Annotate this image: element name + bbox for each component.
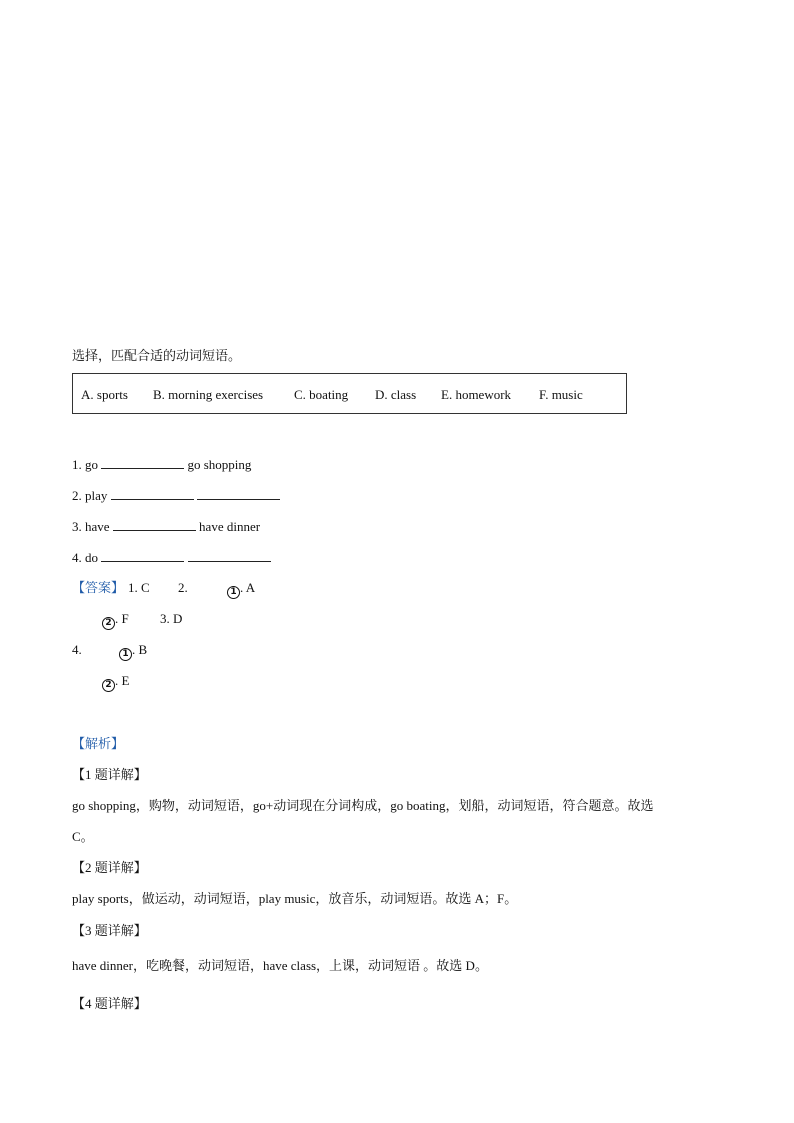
question-1-blank bbox=[101, 456, 184, 469]
question-2-blank-1 bbox=[111, 487, 194, 500]
question-2-blank-2 bbox=[197, 487, 280, 500]
options-box bbox=[72, 373, 627, 414]
detail-1-line-1: go shopping，购物，动词短语，go+动词现在分词构成，go boating，划船，动词短语，符合题意。故选 bbox=[72, 798, 654, 813]
question-2-number: 2. play bbox=[72, 488, 108, 503]
answer-4-number: 4. bbox=[72, 642, 82, 657]
answer-2-2 bbox=[102, 611, 129, 630]
option-f: F. music bbox=[539, 387, 583, 402]
answer-2-1-text: . A bbox=[240, 580, 256, 595]
answer-3: 3. D bbox=[160, 611, 183, 626]
question-3 bbox=[72, 518, 260, 535]
option-a: A. sports bbox=[81, 387, 128, 402]
circled-number-2: 2 bbox=[102, 679, 115, 692]
answer-2-2-text: . F bbox=[115, 611, 129, 626]
question-1-number: 1. go bbox=[72, 457, 98, 472]
detail-2-title: 【2 题详解】 bbox=[72, 860, 147, 875]
question-4-blank-2 bbox=[188, 549, 271, 562]
detail-1-title: 【1 题详解】 bbox=[72, 767, 147, 782]
question-3-number: 3. have bbox=[72, 519, 110, 534]
circled-number-1: 1 bbox=[227, 586, 240, 599]
answer-4-1 bbox=[119, 642, 147, 661]
question-3-after: have dinner bbox=[199, 519, 261, 534]
question-1 bbox=[72, 456, 251, 473]
option-c: C. boating bbox=[294, 387, 349, 402]
detail-4-title: 【4 题详解】 bbox=[72, 996, 147, 1011]
answer-2-number: 2. bbox=[178, 580, 188, 595]
detail-1-line-2: C。 bbox=[72, 829, 94, 844]
detail-3-title: 【3 题详解】 bbox=[72, 923, 147, 938]
answer-2-1 bbox=[227, 580, 255, 599]
answer-label: 【答案】 bbox=[72, 580, 125, 595]
detail-2-text: play sports，做运动，动词短语，play music，放音乐，动词短语。故选 A；F。 bbox=[72, 891, 518, 906]
instruction-text: 选择，匹配合适的动词短语。 bbox=[72, 348, 242, 363]
question-4-number: 4. do bbox=[72, 550, 98, 565]
question-2 bbox=[72, 487, 280, 504]
option-d: D. class bbox=[375, 387, 417, 402]
option-b: B. morning exercises bbox=[153, 387, 264, 402]
question-4 bbox=[72, 549, 271, 566]
circled-number-1: 1 bbox=[119, 648, 132, 661]
option-e: E. homework bbox=[441, 387, 512, 402]
circled-number-2: 2 bbox=[102, 617, 115, 630]
analysis-label: 【解析】 bbox=[72, 736, 125, 751]
question-3-blank bbox=[113, 518, 196, 531]
question-4-blank-1 bbox=[101, 549, 184, 562]
answer-1: 1. C bbox=[128, 580, 150, 595]
question-1-after: go shopping bbox=[187, 457, 252, 472]
answer-4-2-text: . E bbox=[115, 673, 130, 688]
detail-3-text: have dinner，吃晚餐，动词短语，have class，上课，动词短语 。故选 D。 bbox=[72, 958, 488, 973]
answer-4-1-text: . B bbox=[132, 642, 148, 657]
answer-4-2 bbox=[102, 673, 129, 692]
